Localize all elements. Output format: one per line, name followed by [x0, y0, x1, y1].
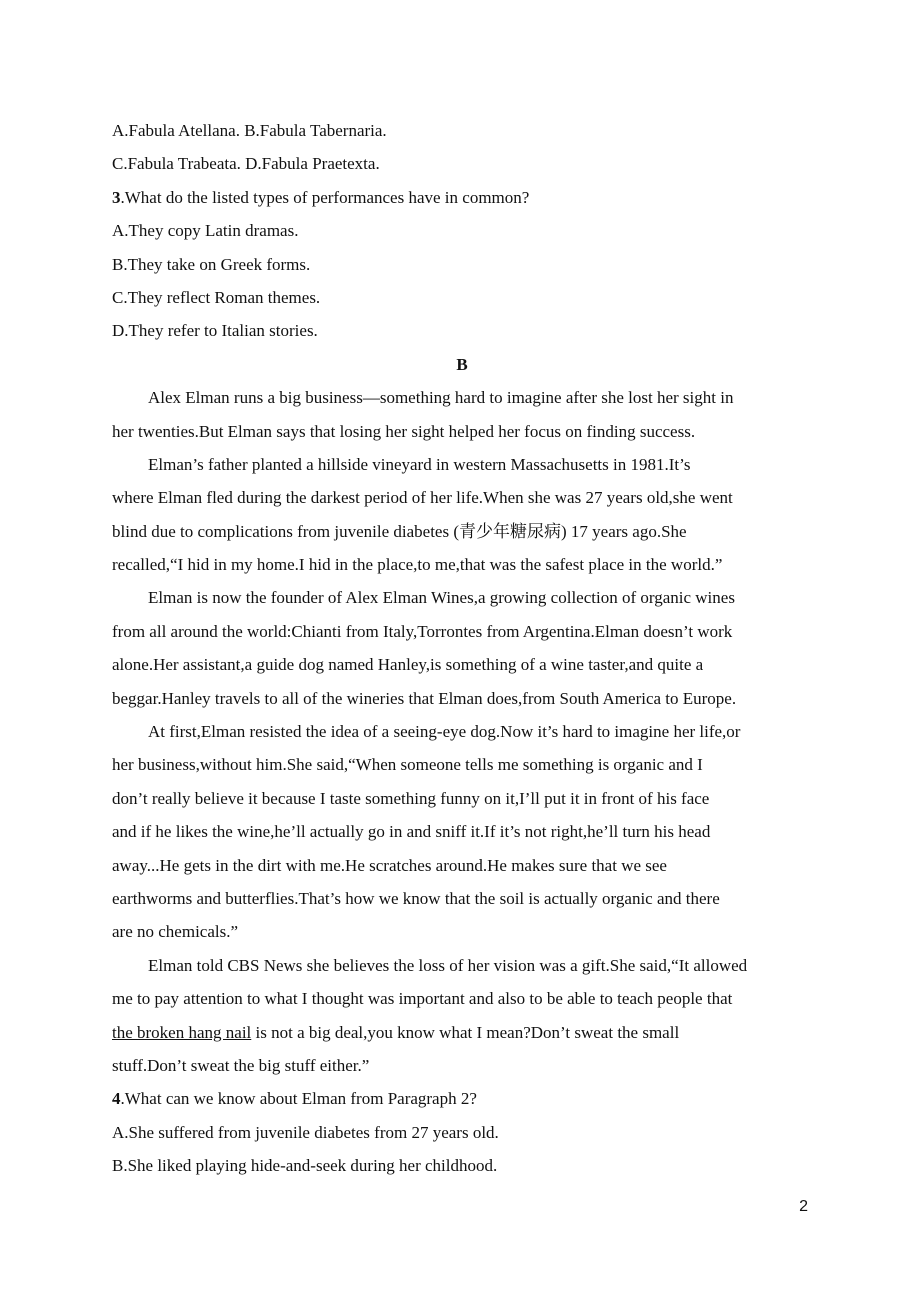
paragraph-line: stuff.Don’t sweat the big stuff either.” — [112, 1055, 370, 1075]
paragraph-5 — [112, 949, 812, 1083]
section-heading: B — [456, 354, 468, 374]
paragraph-line: earthworms and butterflies.That’s how we know that the soil is actually organic and there — [112, 888, 720, 908]
paragraph-line: Elman told CBS News she believes the loss of her vision was a gift.She said,“It allowed — [148, 955, 748, 975]
paragraph-line: from all around the world:Chianti from Italy,Torrontes from Argentina.Elman doesn’t work — [112, 621, 733, 641]
q4-option-a: A.She suffered from juvenile diabetes from 27 years old. — [112, 1122, 499, 1142]
paragraph-line: Elman is now the founder of Alex Elman Wines,a growing collection of organic wines — [148, 588, 735, 608]
paragraph-line: her twenties.But Elman says that losing her sight helped her focus on finding success. — [112, 421, 696, 441]
question-3-number: 3 — [112, 187, 121, 207]
page-number: 2 — [799, 1198, 808, 1215]
paragraph-line — [112, 1016, 812, 1049]
paragraph-line: away...He gets in the dirt with me.He scratches around.He makes sure that we see — [112, 855, 667, 875]
underlined-phrase: the broken hang nail — [112, 1022, 252, 1042]
paragraph-line: don’t really believe it because I taste something funny on it,I’ll put it in front of his face — [112, 788, 710, 808]
paragraph-line: Alex Elman runs a big business—something hard to imagine after she lost her sight in — [148, 388, 734, 408]
question-3-text: .What do the listed types of performances have in common? — [120, 187, 530, 207]
paragraph-line: At first,Elman resisted the idea of a seeing-eye dog.Now it’s hard to imagine her life,or — [148, 722, 741, 742]
question-4 — [112, 1082, 812, 1115]
q3-option-c: C.They reflect Roman themes. — [112, 287, 321, 307]
paragraph-line: beggar.Hanley travels to all of the wineries that Elman does,from South America to Europe. — [112, 688, 737, 708]
document-page — [112, 114, 812, 1183]
paragraph-line: blind due to complications from juvenile diabetes (青少年糖尿病) 17 years ago.She — [112, 521, 687, 541]
paragraph-line: alone.Her assistant,a guide dog named Hanley,is something of a wine taster,and quite a — [112, 655, 704, 675]
paragraph-line: Elman’s father planted a hillside vineyard in western Massachusetts in 1981.It’s — [148, 454, 691, 474]
question-4-number: 4 — [112, 1089, 121, 1109]
paragraph-line: are no chemicals.” — [112, 922, 239, 942]
q4-option-b: B.She liked playing hide-and-seek during her childhood. — [112, 1156, 498, 1176]
question-3 — [112, 181, 812, 214]
q3-option-a: A.They copy Latin dramas. — [112, 221, 299, 241]
paragraph-line: where Elman fled during the darkest period of her life.When she was 27 years old,she went — [112, 488, 733, 508]
paragraph-1 — [112, 381, 812, 448]
paragraph-line: recalled,“I hid in my home.I hid in the place,to me,that was the safest place in the world.” — [112, 555, 723, 575]
paragraph-2 — [112, 448, 812, 582]
paragraph-4 — [112, 715, 812, 949]
line-rest: is not a big deal,you know what I mean?Don’t sweat the small — [251, 1022, 680, 1042]
q3-option-b: B.They take on Greek forms. — [112, 254, 311, 274]
paragraph-line: me to pay attention to what I thought was important and also to be able to teach people that — [112, 989, 733, 1009]
paragraph-line: and if he likes the wine,he’ll actually go in and sniff it.If it’s not right,he’ll turn his head — [112, 822, 711, 842]
q2-options-ab: A.Fabula Atellana. B.Fabula Tabernaria. — [112, 121, 387, 140]
question-4-text: .What can we know about Elman from Paragraph 2? — [120, 1089, 477, 1109]
paragraph-3 — [112, 581, 812, 715]
q3-option-d: D.They refer to Italian stories. — [112, 321, 318, 341]
q2-options-cd: C.Fabula Trabeata. D.Fabula Praetexta. — [112, 154, 380, 174]
paragraph-line: her business,without him.She said,“When someone tells me something is organic and I — [112, 755, 703, 775]
